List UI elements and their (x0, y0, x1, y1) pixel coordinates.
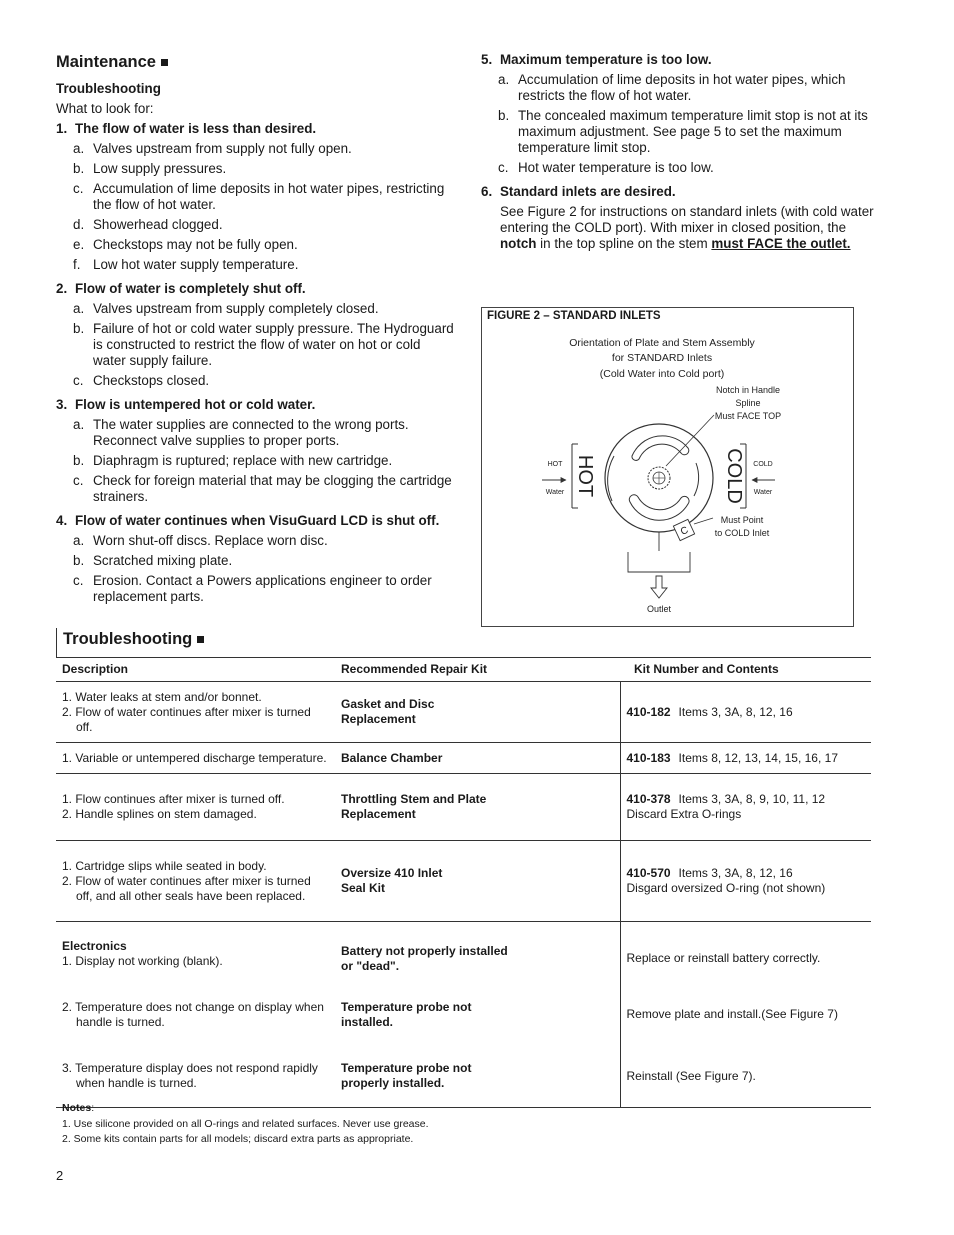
table-row (56, 682, 871, 743)
item-title: Flow of water is completely shut off. (75, 281, 306, 296)
item-number: 2. (56, 281, 68, 296)
row-description: 1. Flow continues after mixer is turned off. 2. Handle splines on stem damaged. (56, 774, 335, 841)
header-repair-kit: Recommended Repair Kit (335, 658, 620, 682)
right-column (481, 52, 876, 252)
row-repair-kit: Balance Chamber (335, 743, 620, 774)
cold-water-label: Water (753, 489, 773, 496)
list-item: b. Diaphragm is ruptured; replace with new cartridge. (73, 453, 393, 468)
hot-small-label: HOT (547, 461, 563, 468)
list-item: c. Erosion. Contact a Powers applications engineer to order replacement parts. (73, 573, 432, 604)
c-marker-label: C (679, 524, 691, 538)
list-item: a. Valves upstream from supply completely closed. (73, 301, 379, 316)
list-item: b. The concealed maximum temperature limit stop is not at its maximum adjustment. See page 5 to set the maximum temperature limit stop. (498, 108, 868, 155)
notes-heading: Notes (62, 1102, 92, 1114)
table-row (56, 922, 871, 984)
notch-label-2: Spline (735, 398, 761, 408)
caption-line-3: (Cold Water into Cold port) (599, 368, 725, 380)
row-description: 1. Water leaks at stem and/or bonnet. 2. Flow of water continues after mixer is turned off. (56, 682, 335, 743)
list-item: c. Accumulation of lime deposits in hot water pipes, restricting the flow of hot water. (73, 181, 445, 212)
item-title: The flow of water is less than desired. (75, 121, 317, 136)
row-repair-kit: Gasket and Disc Replacement (335, 682, 620, 743)
row-kit-contents: 410-378 Items 3, 3A, 8, 9, 10, 11, 12 Discard Extra O-rings (620, 774, 871, 841)
point-leader-line (694, 518, 713, 524)
row-kit-contents: 410-570 Items 3, 3A, 8, 12, 16 Disgard oversized O-ring (not shown) (620, 841, 871, 922)
cold-port-label: COLD (723, 448, 745, 504)
item-title: Maximum temperature is too low. (500, 52, 712, 67)
caption-line-1: Orientation of Plate and Stem Assembly (569, 337, 755, 349)
troubleshooting-table-title (56, 628, 872, 658)
row-kit-contents: Reinstall (See Figure 7). (620, 1046, 871, 1108)
list-item: f. Low hot water supply temperature. (73, 257, 299, 272)
list-item: b. Low supply pressures. (73, 161, 227, 176)
header-description: Description (56, 658, 335, 682)
item-4 (56, 513, 456, 605)
page-number: 2 (56, 1168, 64, 1183)
row-repair-kit: Temperature probe not properly installed. (335, 1046, 620, 1108)
list-item: c. Checkstops closed. (73, 373, 210, 388)
row-description: 1. Variable or untempered discharge temperature. (56, 743, 335, 774)
item-number: 6. (481, 184, 493, 199)
figure-standard-inlets (481, 307, 854, 627)
left-arc (608, 456, 614, 501)
list-item: a. The water supplies are connected to the wrong ports. Reconnect valve supplies to proper ports. (73, 417, 409, 448)
row-description: 2. Temperature does not change on display when handle is turned. (62, 999, 324, 1029)
notes: Notes: 1. Use silicone provided on all O-rings and related surfaces. Never use grease. 2. Some kits contain parts for all models; discard extra parts as appropriate. (62, 1101, 429, 1148)
item-title: Flow of water continues when VisuGuard LCD is shut off. (75, 513, 440, 528)
row-kit-contents: 410-183 Items 8, 12, 13, 14, 15, 16, 17 (620, 743, 871, 774)
row-repair-kit: Battery not properly installed or "dead". (341, 943, 508, 973)
right-arc (694, 463, 699, 496)
notch-label-3: Must FACE TOP (714, 411, 782, 421)
electronics-group-label: Electronics (62, 938, 127, 953)
note-item: 2. Some kits contain parts for all models; discard extra parts as appropriate. (62, 1133, 414, 1145)
row-kit-contents: Remove plate and install.(See Figure 7) (620, 984, 871, 1046)
maintenance-section (56, 52, 456, 613)
square-bullet-icon (161, 59, 168, 66)
list-item: c. Check for foreign material that may be clogging the cartridge strainers. (73, 473, 452, 504)
list-item: e. Checkstops may not be fully open. (73, 237, 298, 252)
table-row (56, 984, 871, 1046)
header-kit-number: Kit Number and Contents (620, 658, 871, 682)
notch-label-1: Notch in Handle (715, 385, 781, 395)
item-number: 3. (56, 397, 68, 412)
table-header-row (56, 658, 871, 682)
cold-small-label: COLD (753, 461, 773, 468)
item-2 (56, 281, 456, 389)
list-item: a. Worn shut-off discs. Replace worn disc. (73, 533, 328, 548)
table-row (56, 743, 871, 774)
item-1 (56, 121, 456, 273)
outlet-label: Outlet (646, 604, 672, 614)
row-description: 1. Cartridge slips while seated in body. 2. Flow of water continues after mixer is turned off, and all other seals have been replaced. (56, 841, 335, 922)
troubleshooting-heading: Troubleshooting (63, 628, 204, 650)
point-label-2: to COLD Inlet (714, 528, 770, 538)
item-5 (481, 52, 876, 176)
item-title: Flow is untempered hot or cold water. (75, 397, 316, 412)
figure-title: FIGURE 2 – STANDARD INLETS (487, 310, 661, 322)
lower-slot (629, 495, 689, 521)
list-item: d. Showerhead clogged. (73, 217, 223, 232)
row-repair-kit: Temperature probe not installed. (341, 999, 472, 1029)
item-title: Standard inlets are desired. (500, 184, 676, 199)
point-label-1: Must Point (720, 515, 764, 525)
item-3 (56, 397, 456, 505)
list-item: a. Valves upstream from supply not fully open. (73, 141, 352, 156)
item-6-paragraph: See Figure 2 for instructions on standard inlets (with cold water entering the COLD port). With mixer in closed position, the notch in the top spline on the stem must FACE the outlet. (500, 204, 874, 251)
hot-port-label: HOT (574, 454, 596, 498)
troubleshooting-subheading: Troubleshooting (56, 81, 161, 96)
notch-leader-line (666, 415, 714, 466)
list-item: a. Accumulation of lime deposits in hot water pipes, which restricts the flow of hot water. (498, 72, 846, 103)
row-repair-kit: Throttling Stem and Plate Replacement (335, 774, 620, 841)
row-description: 3. Temperature display does not respond rapidly when handle is turned. (56, 1046, 335, 1108)
outlet-bracket (628, 552, 690, 572)
inlet-diagram (482, 308, 853, 626)
row-description: Electronics 1. Display not working (blank). (56, 922, 335, 984)
square-bullet-icon (197, 636, 204, 643)
item-number: 1. (56, 121, 68, 136)
item-6 (481, 184, 876, 252)
c-marker (673, 519, 694, 540)
row-repair-kit: Oversize 410 Inlet Seal Kit (335, 841, 620, 922)
row-kit-contents: Replace or reinstall battery correctly. (620, 922, 871, 984)
list-item: b. Failure of hot or cold water supply pressure. The Hydroguard is constructed to restrict the flow of water on hot or cold water supply failure. (73, 321, 454, 368)
table-row (56, 774, 871, 841)
intro-text: What to look for: (56, 101, 154, 116)
maintenance-heading: Maintenance (56, 52, 456, 72)
outlet-arrow-icon (651, 576, 667, 598)
note-item: 1. Use silicone provided on all O-rings and related surfaces. Never use grease. (62, 1117, 429, 1130)
item-number: 4. (56, 513, 68, 528)
upper-slot (632, 436, 689, 461)
list-item: b. Scratched mixing plate. (73, 553, 233, 568)
row-kit-contents: 410-182 Items 3, 3A, 8, 12, 16 (620, 682, 871, 743)
hot-water-label: Water (545, 489, 565, 496)
list-item: c. Hot water temperature is too low. (498, 160, 714, 175)
item-number: 5. (481, 52, 493, 67)
table-row (56, 841, 871, 922)
troubleshooting-table (56, 657, 871, 1108)
caption-line-2: for STANDARD Inlets (611, 352, 713, 364)
table-row (56, 1046, 871, 1108)
